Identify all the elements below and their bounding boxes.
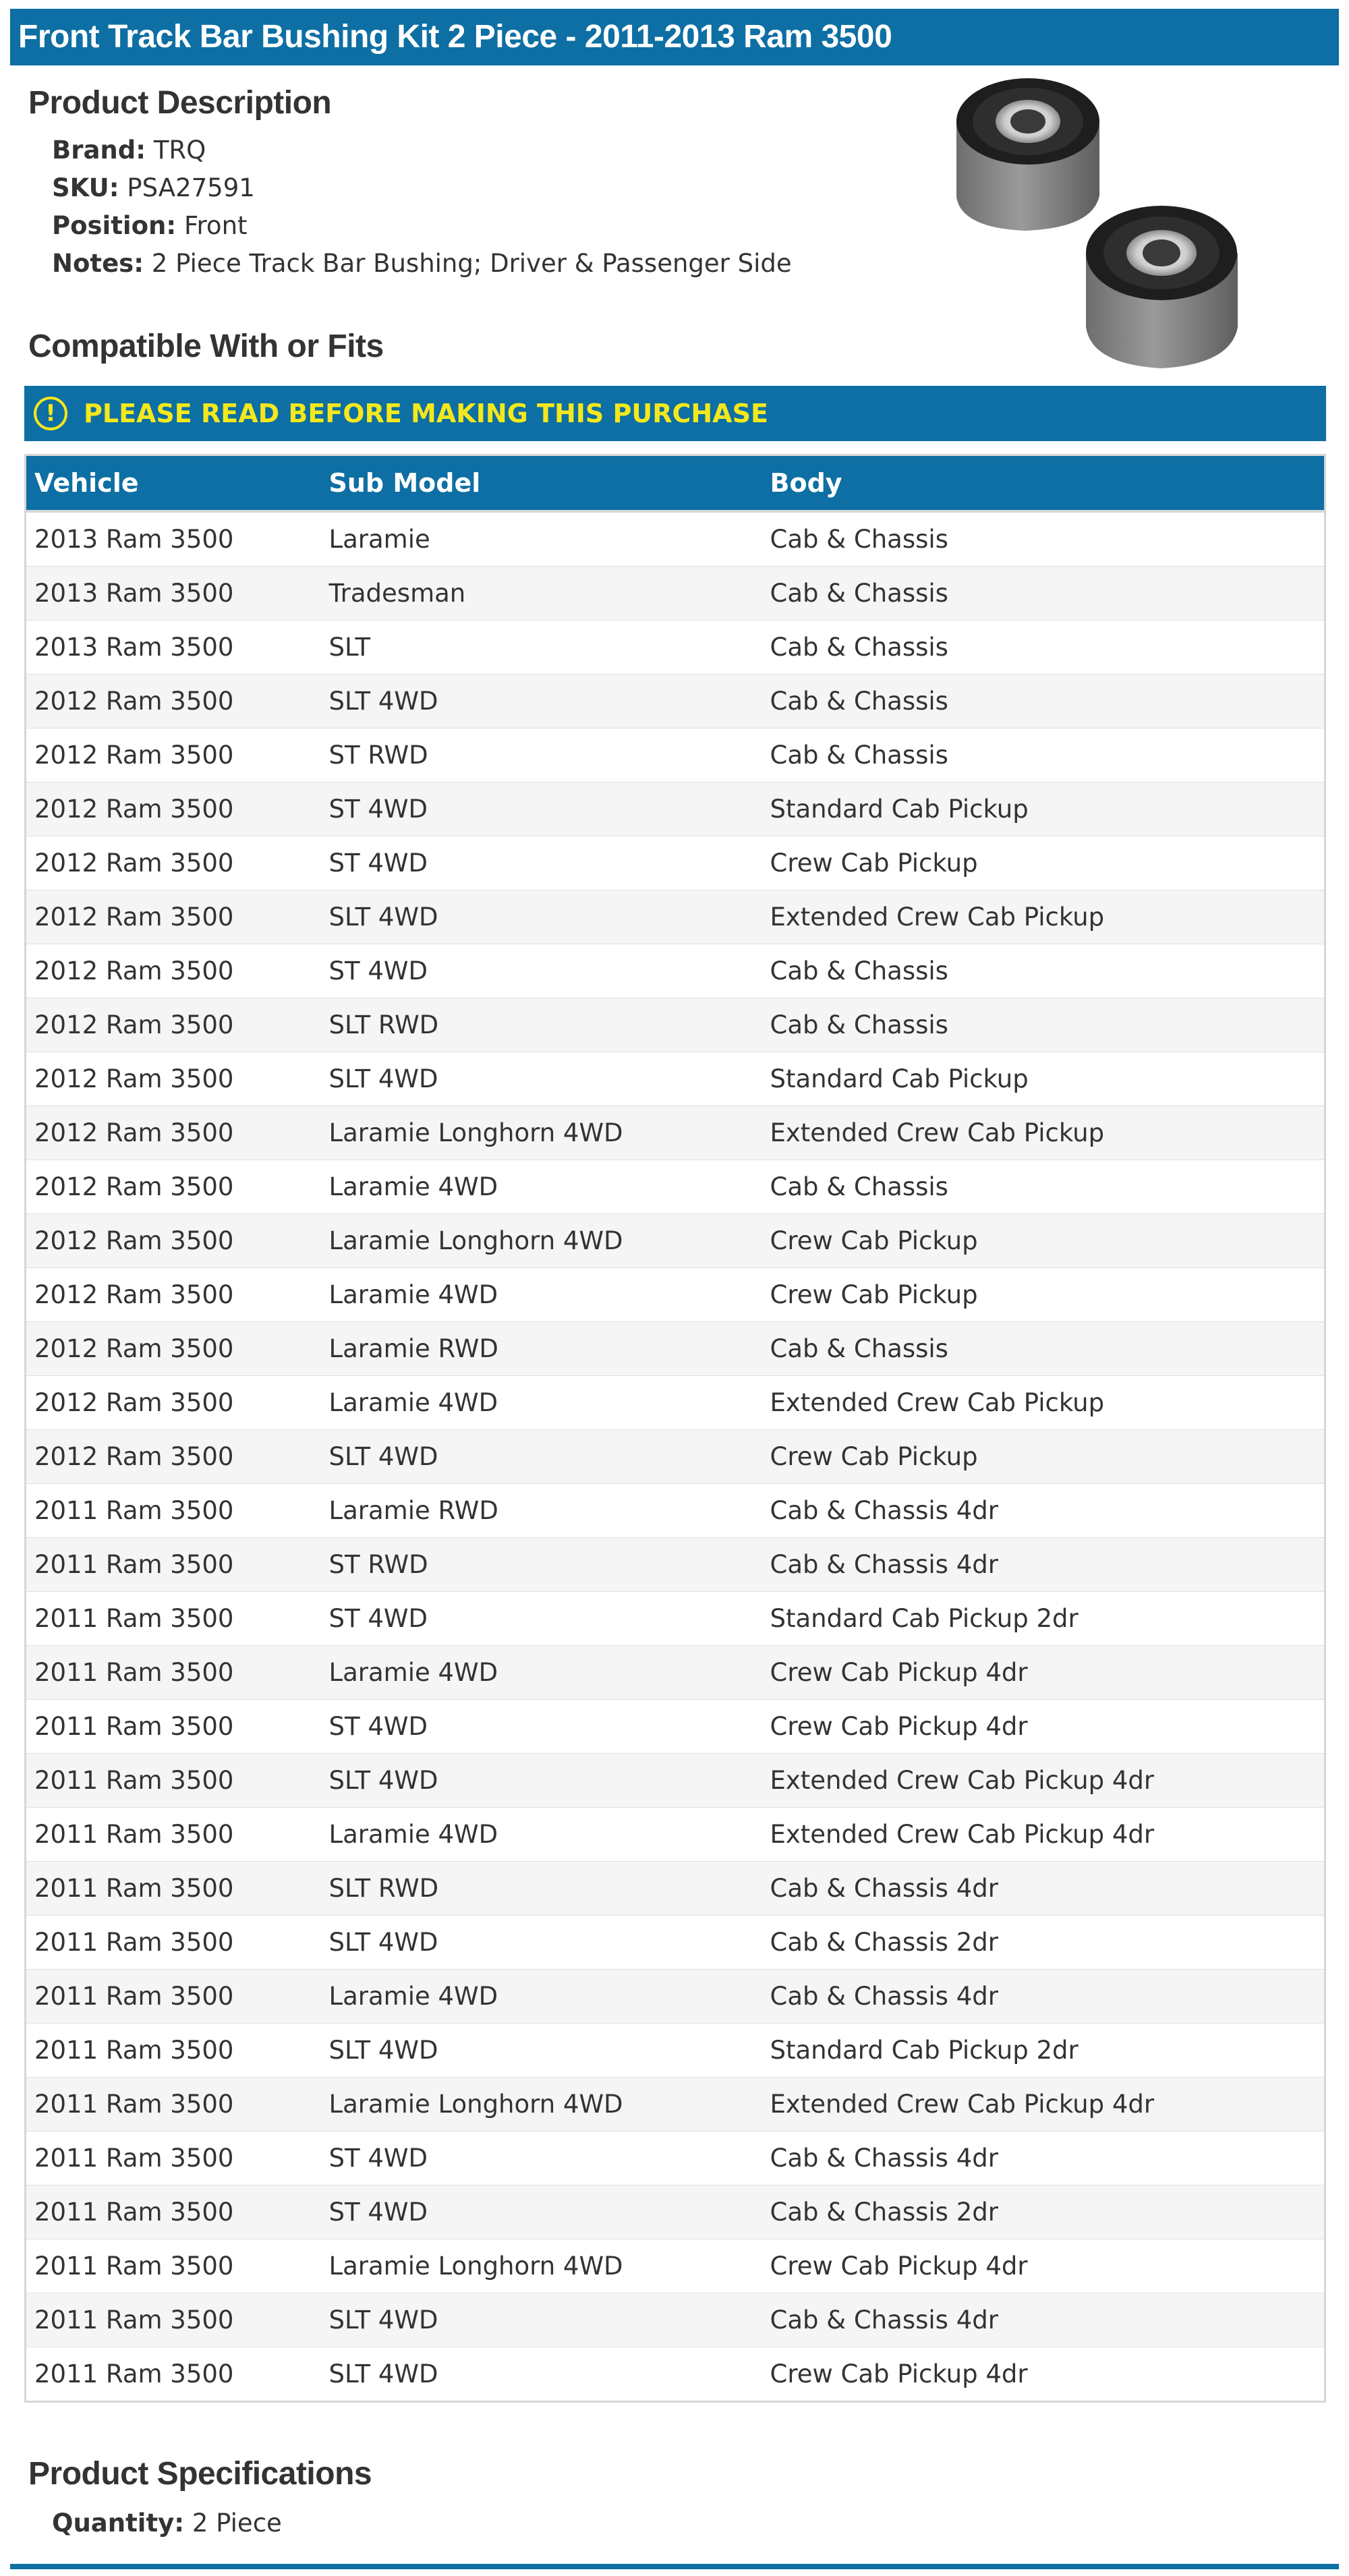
- cell-body: Crew Cab Pickup 4dr: [762, 1646, 1325, 1700]
- cell-sub-model: SLT 4WD: [321, 2347, 762, 2402]
- cell-vehicle: 2011 Ram 3500: [26, 2347, 321, 2402]
- cell-sub-model: Laramie 4WD: [321, 1808, 762, 1862]
- cell-sub-model: ST 4WD: [321, 1700, 762, 1754]
- cell-vehicle: 2012 Ram 3500: [26, 1322, 321, 1376]
- table-row: [26, 2024, 1325, 2078]
- cell-sub-model: ST 4WD: [321, 1592, 762, 1646]
- cell-sub-model: SLT: [321, 621, 762, 675]
- cell-body: Cab & Chassis: [762, 621, 1325, 675]
- cell-sub-model: SLT 4WD: [321, 2024, 762, 2078]
- cell-body: Extended Crew Cab Pickup 4dr: [762, 2078, 1325, 2131]
- cell-vehicle: 2013 Ram 3500: [26, 511, 321, 567]
- cell-vehicle: 2011 Ram 3500: [26, 2293, 321, 2347]
- table-row: [26, 1484, 1325, 1538]
- table-row: [26, 1322, 1325, 1376]
- column-header-vehicle: Vehicle: [26, 455, 321, 512]
- cell-sub-model: ST 4WD: [321, 944, 762, 998]
- product-description-list: [52, 132, 792, 283]
- cell-sub-model: SLT RWD: [321, 998, 762, 1052]
- table-row: [26, 1970, 1325, 2024]
- cell-sub-model: Laramie Longhorn 4WD: [321, 2239, 762, 2293]
- cell-vehicle: 2011 Ram 3500: [26, 2024, 321, 2078]
- table-row: [26, 1862, 1325, 1916]
- cell-vehicle: 2012 Ram 3500: [26, 1430, 321, 1484]
- page-title: Front Track Bar Bushing Kit 2 Piece - 2011-2013 Ram 3500: [10, 9, 1339, 65]
- cell-vehicle: 2011 Ram 3500: [26, 1592, 321, 1646]
- cell-vehicle: 2011 Ram 3500: [26, 1646, 321, 1700]
- table-row: [26, 675, 1325, 728]
- position-value: Front: [183, 211, 248, 240]
- notes-label: Notes:: [52, 249, 144, 278]
- cell-body: Cab & Chassis: [762, 675, 1325, 728]
- compatibility-table-body: [26, 511, 1325, 2402]
- table-row: [26, 2131, 1325, 2185]
- cell-body: Extended Crew Cab Pickup: [762, 1376, 1325, 1430]
- cell-sub-model: Laramie 4WD: [321, 1160, 762, 1214]
- compatibility-heading: Compatible With or Fits: [28, 328, 384, 364]
- cell-body: Cab & Chassis 4dr: [762, 1862, 1325, 1916]
- sku-label: SKU:: [52, 173, 119, 202]
- sku-row: [52, 169, 792, 207]
- cell-vehicle: 2011 Ram 3500: [26, 1970, 321, 2024]
- compatibility-table: [24, 454, 1326, 2403]
- table-row: [26, 1916, 1325, 1970]
- cell-sub-model: Laramie Longhorn 4WD: [321, 1214, 762, 1268]
- cell-vehicle: 2011 Ram 3500: [26, 1862, 321, 1916]
- product-description-heading: Product Description: [28, 85, 332, 121]
- table-row: [26, 1754, 1325, 1808]
- table-row: [26, 2293, 1325, 2347]
- cell-body: Cab & Chassis: [762, 728, 1325, 782]
- quantity-label: Quantity:: [52, 2509, 185, 2538]
- product-image: [951, 67, 1255, 374]
- cell-sub-model: Laramie 4WD: [321, 1970, 762, 2024]
- cell-body: Standard Cab Pickup 2dr: [762, 1592, 1325, 1646]
- quantity-value: 2 Piece: [192, 2509, 282, 2538]
- cell-sub-model: SLT 4WD: [321, 890, 762, 944]
- cell-vehicle: 2012 Ram 3500: [26, 944, 321, 998]
- cell-body: Cab & Chassis 4dr: [762, 1538, 1325, 1592]
- cell-body: Extended Crew Cab Pickup 4dr: [762, 1754, 1325, 1808]
- notes-value: 2 Piece Track Bar Bushing; Driver & Passenger Side: [151, 249, 792, 278]
- cell-body: Extended Crew Cab Pickup: [762, 890, 1325, 944]
- cell-body: Crew Cab Pickup: [762, 1430, 1325, 1484]
- cell-body: Cab & Chassis 2dr: [762, 2185, 1325, 2239]
- cell-vehicle: 2011 Ram 3500: [26, 1538, 321, 1592]
- cell-vehicle: 2012 Ram 3500: [26, 1052, 321, 1106]
- sku-value: PSA27591: [127, 173, 255, 202]
- cell-sub-model: SLT 4WD: [321, 675, 762, 728]
- cell-body: Standard Cab Pickup: [762, 1052, 1325, 1106]
- bushing-front-shape: [1086, 206, 1238, 368]
- cell-sub-model: Laramie: [321, 511, 762, 567]
- purchase-notice-text: PLEASE READ BEFORE MAKING THIS PURCHASE: [84, 399, 768, 428]
- cell-sub-model: Tradesman: [321, 567, 762, 621]
- cell-body: Cab & Chassis: [762, 511, 1325, 567]
- cell-body: Crew Cab Pickup: [762, 836, 1325, 890]
- notes-row: [52, 245, 792, 283]
- table-row: [26, 1430, 1325, 1484]
- cell-sub-model: SLT 4WD: [321, 2293, 762, 2347]
- cell-vehicle: 2012 Ram 3500: [26, 836, 321, 890]
- cell-vehicle: 2013 Ram 3500: [26, 621, 321, 675]
- cell-body: Cab & Chassis: [762, 944, 1325, 998]
- table-row: [26, 1646, 1325, 1700]
- cell-body: Cab & Chassis 4dr: [762, 2293, 1325, 2347]
- cell-sub-model: ST 4WD: [321, 782, 762, 836]
- cell-body: Cab & Chassis: [762, 1322, 1325, 1376]
- table-row: [26, 1592, 1325, 1646]
- cell-body: Extended Crew Cab Pickup 4dr: [762, 1808, 1325, 1862]
- cell-body: Cab & Chassis: [762, 998, 1325, 1052]
- cell-body: Cab & Chassis 4dr: [762, 2131, 1325, 2185]
- cell-vehicle: 2011 Ram 3500: [26, 1916, 321, 1970]
- cell-body: Extended Crew Cab Pickup: [762, 1106, 1325, 1160]
- cell-sub-model: SLT 4WD: [321, 1754, 762, 1808]
- cell-body: Standard Cab Pickup: [762, 782, 1325, 836]
- brand-value: TRQ: [153, 136, 206, 165]
- cell-vehicle: 2012 Ram 3500: [26, 782, 321, 836]
- cell-body: Cab & Chassis: [762, 567, 1325, 621]
- brand-label: Brand:: [52, 136, 146, 165]
- cell-sub-model: ST RWD: [321, 1538, 762, 1592]
- cell-body: Cab & Chassis 2dr: [762, 1916, 1325, 1970]
- cell-sub-model: Laramie 4WD: [321, 1646, 762, 1700]
- cell-vehicle: 2011 Ram 3500: [26, 1754, 321, 1808]
- cell-body: Crew Cab Pickup: [762, 1268, 1325, 1322]
- table-row: [26, 1268, 1325, 1322]
- cell-body: Crew Cab Pickup 4dr: [762, 1700, 1325, 1754]
- table-row: [26, 944, 1325, 998]
- cell-sub-model: SLT 4WD: [321, 1916, 762, 1970]
- cell-body: Crew Cab Pickup: [762, 1214, 1325, 1268]
- cell-sub-model: Laramie Longhorn 4WD: [321, 2078, 762, 2131]
- cell-sub-model: SLT 4WD: [321, 1430, 762, 1484]
- table-row: [26, 836, 1325, 890]
- product-specifications-list: [52, 2505, 282, 2542]
- cell-vehicle: 2011 Ram 3500: [26, 2239, 321, 2293]
- cell-body: Crew Cab Pickup 4dr: [762, 2347, 1325, 2402]
- table-row: [26, 890, 1325, 944]
- cell-vehicle: 2011 Ram 3500: [26, 1484, 321, 1538]
- table-row: [26, 1700, 1325, 1754]
- exclamation-icon: !: [34, 397, 67, 430]
- cell-vehicle: 2011 Ram 3500: [26, 2131, 321, 2185]
- table-row: [26, 2078, 1325, 2131]
- table-row: [26, 567, 1325, 621]
- cell-sub-model: Laramie RWD: [321, 1322, 762, 1376]
- cell-body: Standard Cab Pickup 2dr: [762, 2024, 1325, 2078]
- cell-sub-model: ST 4WD: [321, 836, 762, 890]
- column-header-body: Body: [762, 455, 1325, 512]
- table-row: [26, 621, 1325, 675]
- cell-sub-model: ST RWD: [321, 728, 762, 782]
- table-row: [26, 998, 1325, 1052]
- table-row: [26, 2347, 1325, 2402]
- table-row: [26, 1538, 1325, 1592]
- table-row: [26, 782, 1325, 836]
- brand-row: [52, 132, 792, 169]
- cell-vehicle: 2012 Ram 3500: [26, 728, 321, 782]
- table-row: [26, 728, 1325, 782]
- cell-sub-model: Laramie 4WD: [321, 1268, 762, 1322]
- footer-divider: [10, 2564, 1339, 2569]
- cell-vehicle: 2011 Ram 3500: [26, 2185, 321, 2239]
- cell-vehicle: 2012 Ram 3500: [26, 675, 321, 728]
- position-label: Position:: [52, 211, 177, 240]
- product-specifications-heading: Product Specifications: [28, 2456, 372, 2492]
- table-row: [26, 1214, 1325, 1268]
- purchase-notice-banner: [24, 386, 1326, 441]
- cell-vehicle: 2012 Ram 3500: [26, 1268, 321, 1322]
- cell-sub-model: ST 4WD: [321, 2131, 762, 2185]
- cell-vehicle: 2012 Ram 3500: [26, 890, 321, 944]
- table-row: [26, 1106, 1325, 1160]
- table-row: [26, 1376, 1325, 1430]
- cell-body: Cab & Chassis 4dr: [762, 1970, 1325, 2024]
- bushing-back-shape: [956, 78, 1099, 231]
- table-row: [26, 511, 1325, 567]
- cell-sub-model: Laramie 4WD: [321, 1376, 762, 1430]
- cell-vehicle: 2012 Ram 3500: [26, 1160, 321, 1214]
- cell-vehicle: 2011 Ram 3500: [26, 1700, 321, 1754]
- cell-vehicle: 2012 Ram 3500: [26, 1214, 321, 1268]
- column-header-sub-model: Sub Model: [321, 455, 762, 512]
- cell-sub-model: Laramie RWD: [321, 1484, 762, 1538]
- cell-vehicle: 2011 Ram 3500: [26, 2078, 321, 2131]
- cell-body: Crew Cab Pickup 4dr: [762, 2239, 1325, 2293]
- table-row: [26, 1052, 1325, 1106]
- cell-body: Cab & Chassis: [762, 1160, 1325, 1214]
- cell-vehicle: 2012 Ram 3500: [26, 1376, 321, 1430]
- table-row: [26, 1808, 1325, 1862]
- cell-sub-model: ST 4WD: [321, 2185, 762, 2239]
- cell-vehicle: 2012 Ram 3500: [26, 1106, 321, 1160]
- cell-body: Cab & Chassis 4dr: [762, 1484, 1325, 1538]
- cell-vehicle: 2011 Ram 3500: [26, 1808, 321, 1862]
- cell-sub-model: SLT 4WD: [321, 1052, 762, 1106]
- table-row: [26, 2239, 1325, 2293]
- cell-sub-model: SLT RWD: [321, 1862, 762, 1916]
- quantity-row: [52, 2505, 282, 2542]
- table-row: [26, 2185, 1325, 2239]
- cell-sub-model: Laramie Longhorn 4WD: [321, 1106, 762, 1160]
- table-row: [26, 1160, 1325, 1214]
- position-row: [52, 207, 792, 245]
- cell-vehicle: 2012 Ram 3500: [26, 998, 321, 1052]
- cell-vehicle: 2013 Ram 3500: [26, 567, 321, 621]
- table-header-row: [26, 455, 1325, 512]
